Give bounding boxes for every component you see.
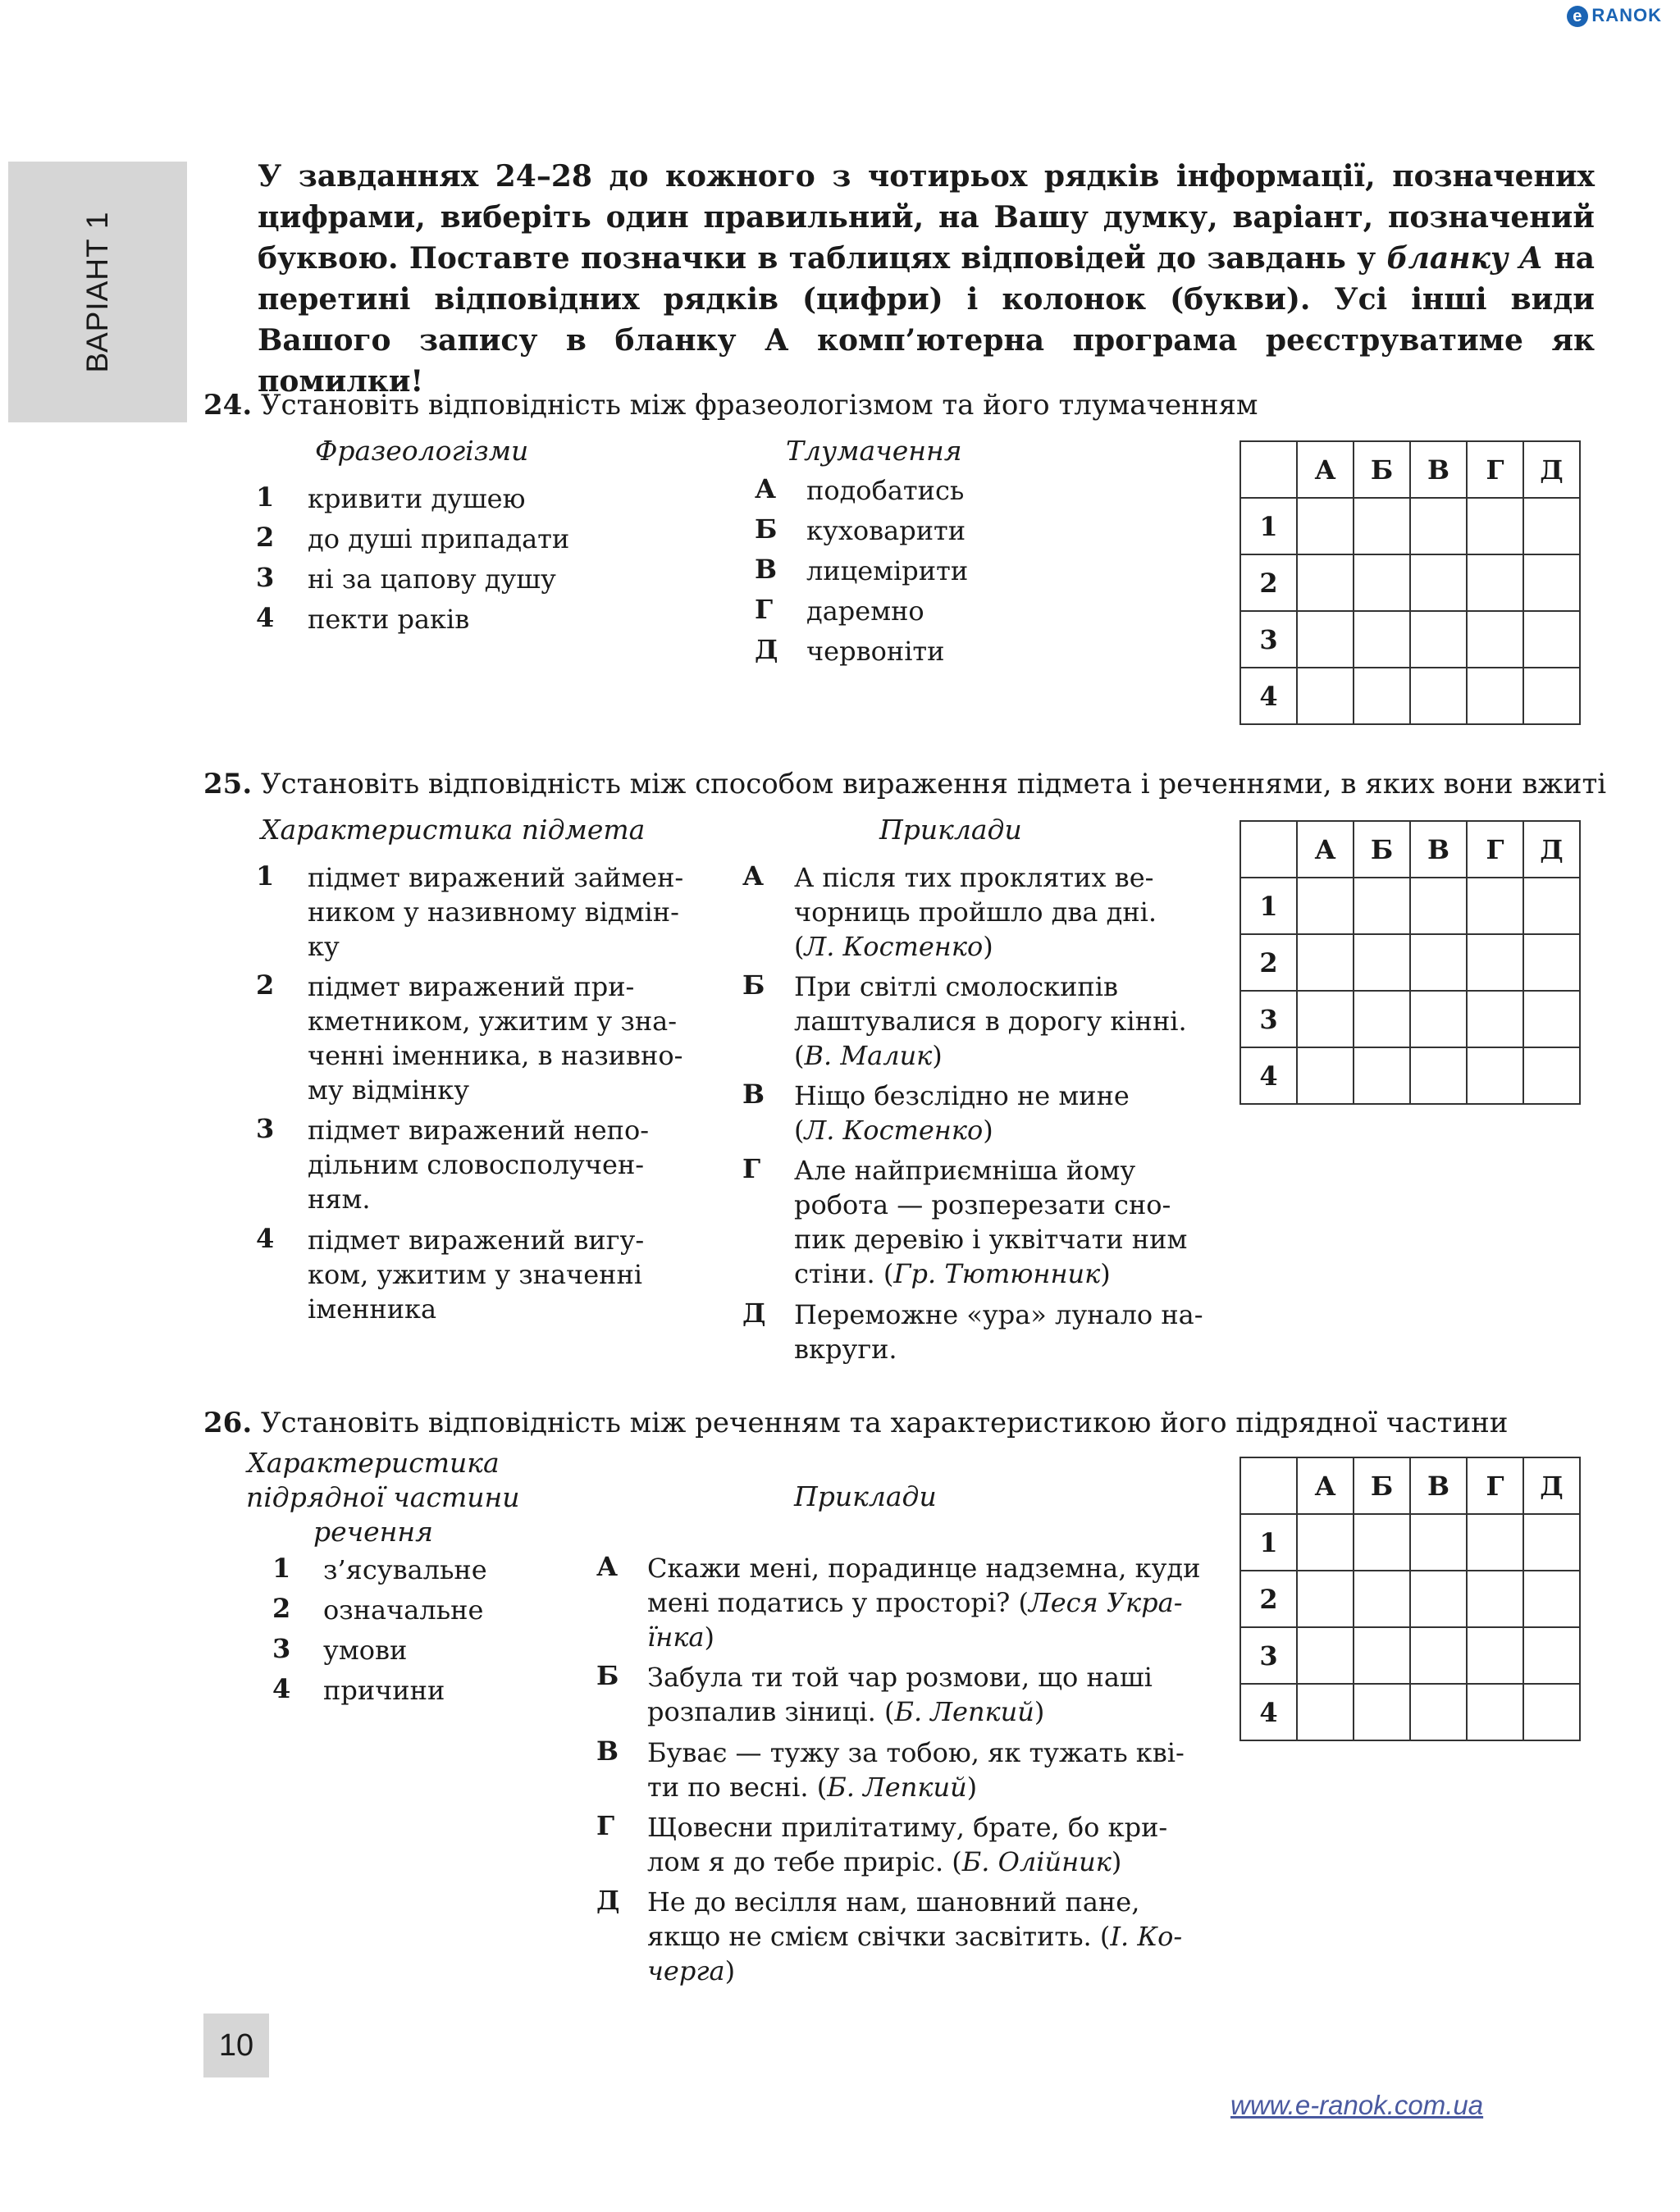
q24-prompt [203, 388, 1258, 422]
answer-cell[interactable] [1297, 1514, 1354, 1571]
answer-cell[interactable] [1410, 554, 1467, 611]
answer-cell[interactable] [1354, 554, 1410, 611]
q25-right-letter: А [742, 860, 765, 892]
text-line: підмет виражений займен- [308, 862, 684, 893]
q26-right-item [647, 1810, 1221, 1879]
text: стіни. ( [794, 1258, 894, 1289]
grid-col-header: Б [1354, 1457, 1410, 1514]
text-line: Не до весілля нам, шановний пане, [647, 1886, 1140, 1918]
answer-cell[interactable] [1297, 1571, 1354, 1627]
q26-left-num: 3 [272, 1633, 291, 1664]
text-line: Забула ти той чар розмови, що наші [647, 1662, 1153, 1693]
answer-cell[interactable] [1410, 1684, 1467, 1740]
q24-left-item: кривити душею [308, 483, 526, 514]
grid-row-header: 4 [1240, 1684, 1297, 1740]
text-line: Ніщо безслідно не мине [794, 1080, 1130, 1111]
grid-row-header: 3 [1240, 611, 1297, 668]
q24-right-item: подобатись [806, 475, 965, 506]
answer-cell[interactable] [1467, 991, 1523, 1047]
q24-left-num: 3 [256, 562, 275, 593]
answer-cell[interactable] [1354, 498, 1410, 554]
q25-left-item [308, 969, 685, 1107]
text-line [647, 1620, 1221, 1654]
author: Б. Лепкий [894, 1696, 1034, 1727]
q26-right-letter: Б [596, 1660, 619, 1691]
answer-cell[interactable] [1354, 1514, 1410, 1571]
q25-left-head: Характеристика підмета [261, 814, 646, 846]
variant-label: ВАРІАНТ 1 [80, 211, 114, 373]
grid-col-header: В [1410, 821, 1467, 878]
text-line [794, 1257, 1204, 1291]
text: розпалив зіниці. ( [647, 1696, 895, 1727]
grid-col-header: А [1297, 1457, 1354, 1514]
instructions-text-1: У завданнях 24–28 до кожного з чотирьох рядків інформації, позначених цифрами, виберіть один правильний, на Вашу думку, варіант, позначений буквою. Поставте позначки в таблицях відповідей до завдань у [258, 159, 1595, 276]
answer-cell[interactable] [1410, 611, 1467, 668]
text-line: пик деревію і уквітчати ним [794, 1224, 1188, 1255]
q25-left-num: 4 [256, 1223, 275, 1254]
q26-left-item: причини [323, 1675, 445, 1706]
answer-cell[interactable] [1523, 498, 1580, 554]
text-line [794, 1038, 1204, 1073]
q26-number: 26. [203, 1407, 253, 1439]
paren: ) [724, 1955, 736, 1986]
paren: ) [932, 1040, 943, 1071]
q24-right-item: даремно [806, 595, 924, 627]
text-line [647, 1585, 1221, 1620]
q25-right-letter: Д [742, 1298, 766, 1329]
paren: ( [794, 1040, 805, 1071]
q26-left-head [246, 1446, 520, 1549]
grid-row-header: 1 [1240, 878, 1297, 934]
q26-right-item [647, 1735, 1221, 1804]
answer-cell[interactable] [1297, 991, 1354, 1047]
q25-right-item [794, 969, 1204, 1073]
q25-right-letter: В [742, 1079, 765, 1110]
q25-right-item [794, 1153, 1204, 1291]
answer-cell[interactable] [1467, 554, 1523, 611]
author: Б. Олійник [961, 1846, 1112, 1877]
q24-left-item: пекти раків [308, 604, 470, 635]
text-line: му відмінку [308, 1074, 470, 1106]
paren: ) [966, 1772, 978, 1803]
text: якщо не смієм свічки засвітить. ( [647, 1921, 1111, 1952]
author: черга [647, 1955, 725, 1986]
q25-left-num: 2 [256, 969, 275, 1001]
instructions-italic: бланку А [1386, 241, 1543, 276]
answer-cell[interactable] [1410, 1627, 1467, 1684]
text-line: А після тих проклятих ве- [794, 862, 1154, 893]
author: Б. Лепкий [827, 1772, 967, 1803]
text-line: ченні іменника, в називно- [308, 1040, 683, 1071]
answer-cell[interactable] [1354, 668, 1410, 724]
answer-cell[interactable] [1354, 934, 1410, 991]
q24-left-num: 4 [256, 602, 275, 633]
q25-right-item [794, 1298, 1204, 1366]
logo-e-icon: e [1567, 6, 1588, 27]
answer-cell[interactable] [1297, 1684, 1354, 1740]
answer-cell[interactable] [1523, 1684, 1580, 1740]
q25-left-num: 3 [256, 1113, 275, 1144]
q25-prompt-text: Установіть відповідність між способом вираження підмета і реченнями, в яких вони вжиті [260, 768, 1607, 800]
answer-cell[interactable] [1297, 554, 1354, 611]
text-line [647, 1694, 1221, 1729]
text-line: Переможне «ура» лунало на- [794, 1299, 1203, 1330]
q26-answer-grid [1239, 1457, 1581, 1741]
grid-corner [1240, 441, 1297, 498]
q24-answer-grid [1239, 440, 1581, 725]
text-line: підмет виражений вигу- [308, 1225, 645, 1256]
answer-cell[interactable] [1467, 498, 1523, 554]
answer-cell[interactable] [1523, 934, 1580, 991]
variant-side-tab [8, 162, 187, 422]
q24-right-letter: Б [755, 513, 778, 545]
answer-cell[interactable] [1523, 1627, 1580, 1684]
answer-cell[interactable] [1354, 991, 1410, 1047]
answer-cell[interactable] [1297, 934, 1354, 991]
q25-left-item [308, 1113, 685, 1216]
grid-col-header: Д [1523, 821, 1580, 878]
grid-row-header: 2 [1240, 554, 1297, 611]
grid-col-header: Г [1467, 441, 1523, 498]
q26-left-item: з’ясувальне [323, 1554, 487, 1585]
paren: ( [794, 931, 805, 962]
answer-cell[interactable] [1467, 1571, 1523, 1627]
q24-right-item: куховарити [806, 515, 966, 546]
answer-cell[interactable] [1297, 1047, 1354, 1104]
text-line: Але найприємніша йому [794, 1155, 1136, 1186]
q24-right-head: Тлумачення [786, 435, 962, 467]
author: їнка [647, 1621, 705, 1653]
grid-col-header: Г [1467, 1457, 1523, 1514]
answer-cell[interactable] [1297, 878, 1354, 934]
grid-row-header: 3 [1240, 991, 1297, 1047]
author: І. Ко- [1110, 1921, 1183, 1952]
grid-col-header: Б [1354, 821, 1410, 878]
answer-cell[interactable] [1523, 1047, 1580, 1104]
q26-right-letter: В [596, 1735, 619, 1767]
text-line: Буває — тужу за тобою, як тужать кві- [647, 1737, 1185, 1768]
q24-left-num: 2 [256, 522, 275, 553]
answer-cell[interactable] [1467, 934, 1523, 991]
text-line: кметником, ужитим у зна- [308, 1006, 678, 1037]
grid-row-header: 2 [1240, 1571, 1297, 1627]
q24-left-head: Фразеологізми [315, 435, 529, 467]
q26-right-item [647, 1551, 1221, 1654]
grid-row-header: 2 [1240, 934, 1297, 991]
text-line: дільним словосполучен- [308, 1149, 645, 1180]
q26-prompt-text: Установіть відповідність між реченням та характеристикою його підрядної частини [260, 1407, 1509, 1439]
text-line: робота — розперезати сно- [794, 1189, 1171, 1220]
grid-row-header: 4 [1240, 668, 1297, 724]
head-line: підрядної частини [246, 1481, 520, 1513]
q26-right-letter: Д [596, 1885, 620, 1916]
answer-cell[interactable] [1354, 1627, 1410, 1684]
answer-cell[interactable] [1354, 878, 1410, 934]
text-line: ку [308, 931, 340, 962]
grid-corner [1240, 1457, 1297, 1514]
answer-cell[interactable] [1354, 1571, 1410, 1627]
answer-cell[interactable] [1410, 1047, 1467, 1104]
answer-cell[interactable] [1467, 668, 1523, 724]
paren: ) [1111, 1846, 1122, 1877]
grid-col-header: Д [1523, 441, 1580, 498]
answer-cell[interactable] [1523, 1571, 1580, 1627]
answer-cell[interactable] [1354, 1684, 1410, 1740]
q25-answer-grid [1239, 820, 1581, 1105]
paren: ) [983, 1115, 993, 1146]
grid-col-header: В [1410, 441, 1467, 498]
text-line: підмет виражений непо- [308, 1115, 650, 1146]
q24-right-item: червоніти [806, 636, 945, 667]
answer-cell[interactable] [1523, 991, 1580, 1047]
q26-left-num: 2 [272, 1593, 291, 1624]
footer-url-link[interactable]: www.e-ranok.com.ua [1230, 2090, 1484, 2120]
answer-cell[interactable] [1467, 878, 1523, 934]
text: лом я до тебе приріс. ( [647, 1846, 962, 1877]
answer-cell[interactable] [1467, 1627, 1523, 1684]
grid-corner [1240, 821, 1297, 878]
grid-col-header: Д [1523, 1457, 1580, 1514]
answer-cell[interactable] [1467, 611, 1523, 668]
text-line [647, 1770, 1221, 1804]
q24-right-letter: А [755, 473, 777, 504]
paren: ) [1100, 1258, 1111, 1289]
text-line: При світлі смолоскипів [794, 971, 1118, 1002]
q26-right-letter: Г [596, 1810, 615, 1841]
author: Л. Костенко [804, 1115, 984, 1146]
answer-cell[interactable] [1410, 498, 1467, 554]
q24-number: 24. [203, 389, 253, 422]
grid-col-header: Б [1354, 441, 1410, 498]
q25-right-letter: Г [742, 1153, 761, 1184]
answer-cell[interactable] [1297, 498, 1354, 554]
text-line [647, 1845, 1221, 1879]
q25-left-item [308, 860, 685, 964]
answer-cell[interactable] [1467, 1684, 1523, 1740]
author: Л. Костенко [804, 931, 984, 962]
q26-right-head: Приклади [794, 1480, 937, 1512]
answer-cell[interactable] [1523, 878, 1580, 934]
grid-col-header: В [1410, 1457, 1467, 1514]
text-line: ком, ужитим у значенні [308, 1259, 643, 1290]
q26-left-item: умови [323, 1635, 408, 1666]
q26-right-item [647, 1660, 1221, 1729]
answer-cell[interactable] [1410, 934, 1467, 991]
text-line: Скажи мені, порадинце надземна, куди [647, 1553, 1201, 1584]
q25-right-head: Приклади [879, 814, 1022, 846]
q25-left-num: 1 [256, 860, 275, 892]
answer-cell[interactable] [1354, 1047, 1410, 1104]
text-line: вкруги. [794, 1334, 897, 1365]
answer-cell[interactable] [1410, 1514, 1467, 1571]
text-line [794, 929, 1204, 964]
q24-left-num: 1 [256, 481, 275, 513]
answer-cell[interactable] [1410, 991, 1467, 1047]
text-line: ням. [308, 1184, 371, 1215]
text-line: іменника [308, 1293, 437, 1325]
text: мені податись у просторі? ( [647, 1587, 1029, 1618]
author: В. Малик [804, 1040, 933, 1071]
answer-cell[interactable] [1523, 1514, 1580, 1571]
answer-cell[interactable] [1467, 1514, 1523, 1571]
paren: ) [1034, 1696, 1045, 1727]
q25-right-item [794, 1079, 1204, 1147]
q26-left-num: 4 [272, 1673, 291, 1704]
grid-col-header: А [1297, 821, 1354, 878]
q26-right-letter: А [596, 1551, 619, 1582]
grid-col-header: А [1297, 441, 1354, 498]
q26-prompt [203, 1406, 1508, 1440]
answer-cell[interactable] [1523, 611, 1580, 668]
head-line: речення [313, 1516, 434, 1548]
answer-cell[interactable] [1297, 1627, 1354, 1684]
paren: ( [794, 1115, 805, 1146]
text-line: чорниць пройшло два дні. [794, 896, 1157, 928]
q24-right-letter: Д [755, 634, 778, 665]
q25-number: 25. [203, 768, 253, 800]
q24-right-item: лицемірити [806, 555, 969, 586]
text-line [794, 1113, 1204, 1147]
author: Леся Укра- [1028, 1587, 1183, 1618]
grid-row-header: 1 [1240, 498, 1297, 554]
q25-prompt [203, 767, 1606, 801]
text-line: ником у називному відмін- [308, 896, 679, 928]
q25-left-item [308, 1223, 685, 1326]
answer-cell[interactable] [1410, 1571, 1467, 1627]
author: Гр. Тютюнник [893, 1258, 1101, 1289]
q24-right-letter: В [755, 554, 778, 585]
text-line [647, 1919, 1221, 1954]
text-line: Щовесни прилітатиму, брате, бо кри- [647, 1812, 1168, 1843]
answer-cell[interactable] [1354, 611, 1410, 668]
instructions-text-2: на перетині відповідних рядків (цифри) і колонок (букви). Усі інші види Вашого запису в бланку А комп’ютерна програма реєструватиме як помилки! [258, 241, 1596, 399]
answer-cell[interactable] [1297, 611, 1354, 668]
logo-text: RANOK [1591, 5, 1662, 25]
text-line: лаштувалися в дорогу кінні. [794, 1006, 1187, 1037]
q25-right-item [794, 860, 1204, 964]
q26-right-item [647, 1885, 1221, 1988]
answer-cell[interactable] [1523, 554, 1580, 611]
page-number: 10 [203, 2014, 269, 2077]
publisher-logo [1567, 5, 1662, 27]
q25-right-letter: Б [742, 969, 765, 1001]
text: ти по весні. ( [647, 1772, 828, 1803]
q24-left-item: до душі припадати [308, 523, 570, 554]
answer-cell[interactable] [1410, 668, 1467, 724]
text-line [647, 1954, 1221, 1988]
answer-cell[interactable] [1523, 668, 1580, 724]
grid-col-header: Г [1467, 821, 1523, 878]
paren: ) [983, 931, 993, 962]
instructions [258, 156, 1595, 402]
paren: ) [704, 1621, 714, 1653]
q26-left-num: 1 [272, 1553, 291, 1584]
grid-row-header: 3 [1240, 1627, 1297, 1684]
answer-cell[interactable] [1297, 668, 1354, 724]
grid-row-header: 4 [1240, 1047, 1297, 1104]
text-line: підмет виражений при- [308, 971, 635, 1002]
q24-left-item: ні за цапову душу [308, 563, 556, 595]
answer-cell[interactable] [1410, 878, 1467, 934]
q24-prompt-text: Установіть відповідність між фразеологізмом та його тлумаченням [260, 389, 1258, 422]
q26-left-item: означальне [323, 1594, 484, 1626]
answer-cell[interactable] [1467, 1047, 1523, 1104]
q24-right-letter: Г [755, 594, 774, 625]
grid-row-header: 1 [1240, 1514, 1297, 1571]
head-line: Характеристика [247, 1447, 500, 1479]
